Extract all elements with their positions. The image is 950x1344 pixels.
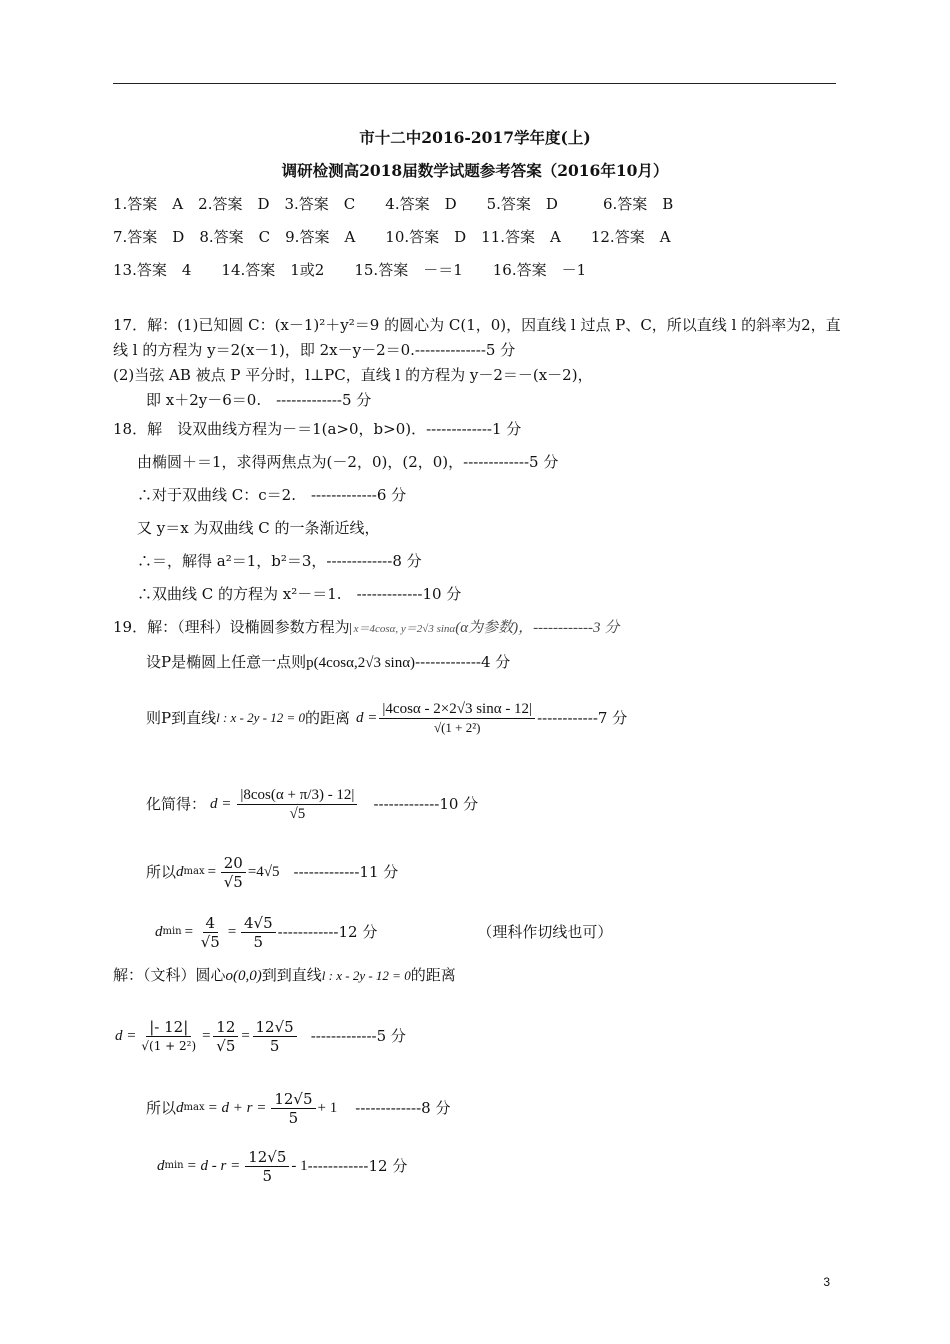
q18-line-6: ∴双曲线 C 的方程为 x²－＝1. -------------10 分 xyxy=(137,585,462,603)
page-number: 3 xyxy=(823,1275,830,1289)
q18-line-4: 又 y＝x 为双曲线 C 的一条渐近线， xyxy=(137,519,380,537)
q19-line-5: 所以 d max = $\frac{20}{√5}$ =4√5 -------------11 分 xyxy=(146,853,399,891)
doc-title: 市十二中2016-2017学年度(上) xyxy=(359,128,591,147)
answers-row-2: 7.答案 D 8.答案 C 9.答案 A 10.答案 D 11.答案 A 12.答案 A xyxy=(113,228,671,246)
doc-subtitle: 调研检测高2018届数学试题参考答案（2016年10月） xyxy=(281,161,669,180)
q18-line-5: ∴＝，解得 a²＝1，b²＝3，-------------8 分 xyxy=(137,552,422,570)
q19-line-6: d min = $\frac{4}{√5}$ = $\frac{4√5}{5}$ ------------12 分 （理科作切线也可） xyxy=(155,913,613,951)
wenke-line-3: 所以 d max = d + r = $\frac{12√5}{5}$ + 1 -------------8 分 xyxy=(146,1089,451,1127)
q18-line-2: 由椭圆＋＝1，求得两焦点为(－2，0)，(2，0)，-------------5 分 xyxy=(137,453,559,471)
q19-line-1: 19．解：（理科）设椭圆参数方程为 x＝4cosα, y＝2√3 sinα(α为参数)，------------3 分 xyxy=(113,618,620,636)
q17-line-3: (2)当弦 AB 被点 P 平分时，l⊥PC，直线 l 的方程为 y－2＝－(x－2)， xyxy=(113,366,593,384)
q18-line-1: 18．解 设双曲线方程为－＝1(a>0，b>0)．-------------1 分 xyxy=(113,420,522,438)
q17-line-2: 线 l 的方程为 y＝2(x－1)，即 2x－y－2＝0.--------------5 分 xyxy=(113,341,516,359)
q19-line-4: 化简得： d = $\frac{|8\cos(\alpha + \pi/3) - 12|}{√5}$ -------------10 分 xyxy=(146,786,479,822)
q18-line-3: ∴对于双曲线 C：c＝2. -------------6 分 xyxy=(137,486,407,504)
header-rule xyxy=(113,83,836,84)
answers-row-3: 13.答案 4 14.答案 1或2 15.答案 －＝1 16.答案 －1 xyxy=(113,261,587,279)
q19-line-3: 则P到直线 l : x - 2y - 12 = 0 的距离 d = $\frac{|4\cos\alpha - 2\times 2√3 \sin\alpha - 12|}{\text{√(1 + 2²)}}$ ------------7 分 xyxy=(146,700,628,735)
note-tangent: （理科作切线也可） xyxy=(477,923,613,941)
param-equation: x＝4cosα, y＝2√3 sinα xyxy=(350,623,456,635)
wenke-line-1: 解：（文科）圆心o(0,0)到到直线l : x - 2y - 12 = 0的距离 xyxy=(113,966,456,984)
distance-fraction: $\frac{|4\cos\alpha - 2\times 2√3 \sin\alpha - 12|}{\text{√(1 + 2²)}}$ xyxy=(379,700,535,737)
wenke-line-2: d = $\frac{|- 12|}{\text{√(1 + 2²)}}$ = $\frac{12}{√5}$ = $\frac{12√5}{5}$ -------------5 分 xyxy=(115,1017,406,1055)
q17-line-4: 即 x＋2y－6＝0. -------------5 分 xyxy=(146,391,372,409)
simplified-fraction: $\frac{|8\cos(\alpha + \pi/3) - 12|}{√5}$ xyxy=(237,786,357,823)
answers-row-1: 1.答案 A 2.答案 D 3.答案 C 4.答案 D 5.答案 D 6.答案 B xyxy=(113,195,674,213)
q17-line-1: 17．解：(1)已知圆 C：(x－1)²＋y²＝9 的圆心为 C(1，0)，因直线 l 过点 P、C，所以直线 l 的斜率为2，直 xyxy=(113,316,841,334)
q19-line-2: 设P是椭圆上任意一点则p(4cosα,2√3 sinα)-------------4 分 xyxy=(146,653,511,671)
wenke-line-4: d min = d - r = $\frac{12√5}{5}$ - 1 ------------12 分 xyxy=(157,1147,408,1185)
